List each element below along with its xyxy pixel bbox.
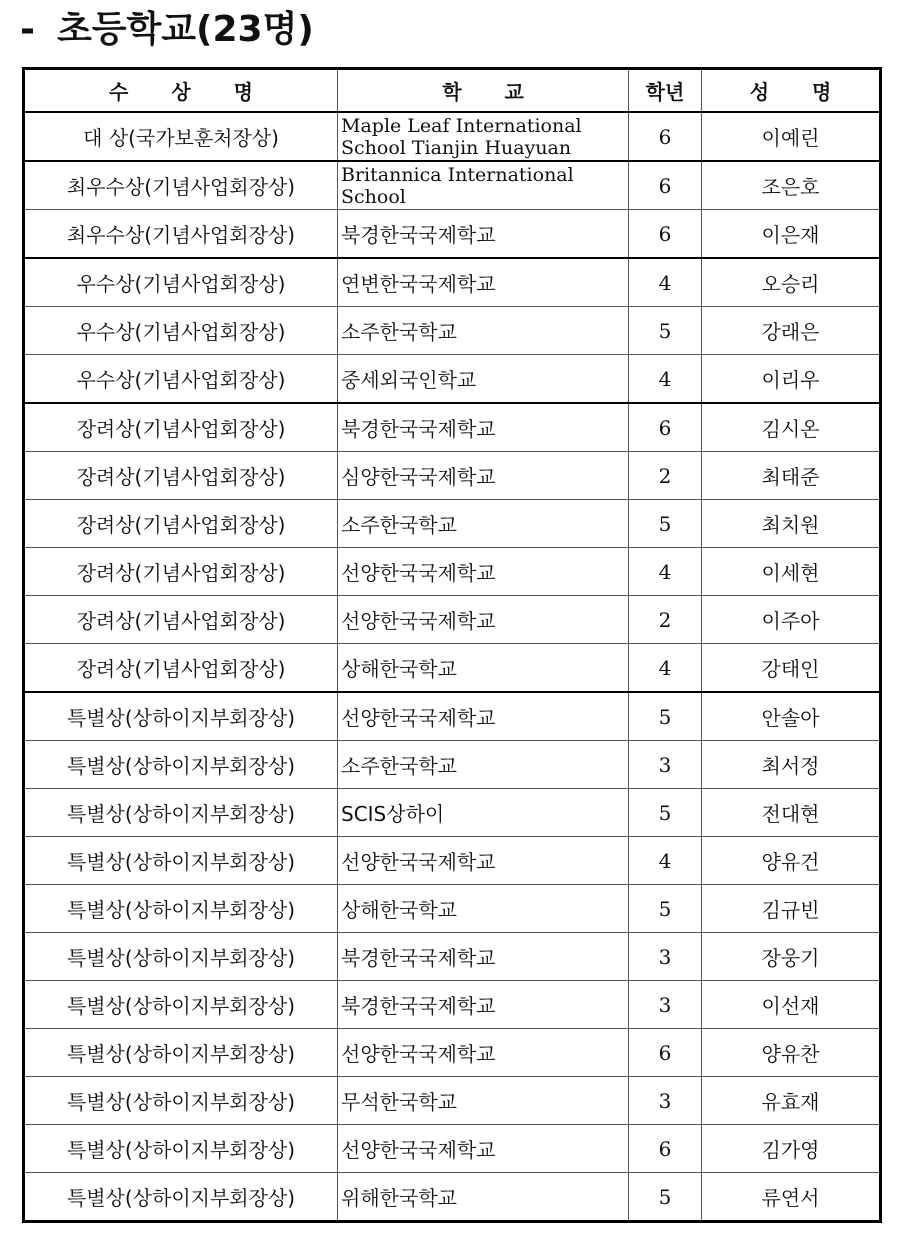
table-row	[24, 452, 881, 500]
table-row	[24, 161, 881, 210]
table-row	[24, 692, 881, 741]
school-cell: 심양한국국제학교	[338, 452, 629, 500]
name-cell: 이주아	[702, 596, 881, 644]
award-cell: 특별상(상하이지부회장상)	[24, 1173, 338, 1222]
award-cell: 특별상(상하이지부회장상)	[24, 837, 338, 885]
table-row	[24, 644, 881, 693]
award-cell: 최우수상(기념사업회장상)	[24, 210, 338, 259]
award-cell: 특별상(상하이지부회장상)	[24, 885, 338, 933]
award-cell: 특별상(상하이지부회장상)	[24, 1125, 338, 1173]
grade-cell: 3	[629, 1077, 702, 1125]
name-cell: 김규빈	[702, 885, 881, 933]
name-cell: 이선재	[702, 981, 881, 1029]
table-row	[24, 933, 881, 981]
name-cell: 이은재	[702, 210, 881, 259]
table-row	[24, 596, 881, 644]
table-row	[24, 741, 881, 789]
school-cell: 중세외국인학교	[338, 355, 629, 404]
grade-cell: 5	[629, 307, 702, 355]
school-cell: 북경한국국제학교	[338, 981, 629, 1029]
grade-cell: 2	[629, 596, 702, 644]
grade-cell: 4	[629, 258, 702, 307]
name-cell: 전대현	[702, 789, 881, 837]
table-row	[24, 1029, 881, 1077]
school-cell: 상해한국학교	[338, 644, 629, 693]
table-row	[24, 307, 881, 355]
school-cell: Maple Leaf International School Tianjin Huayuan	[338, 112, 629, 161]
award-cell: 우수상(기념사업회장상)	[24, 258, 338, 307]
award-cell: 특별상(상하이지부회장상)	[24, 933, 338, 981]
grade-cell: 4	[629, 548, 702, 596]
grade-cell: 5	[629, 789, 702, 837]
name-cell: 최서정	[702, 741, 881, 789]
header-row	[24, 69, 881, 113]
name-cell: 강태인	[702, 644, 881, 693]
grade-cell: 4	[629, 837, 702, 885]
award-cell: 특별상(상하이지부회장상)	[24, 1077, 338, 1125]
awards-table	[22, 67, 882, 1223]
grade-cell: 3	[629, 981, 702, 1029]
school-cell: 연변한국국제학교	[338, 258, 629, 307]
table-row	[24, 981, 881, 1029]
name-cell: 안솔아	[702, 692, 881, 741]
grade-cell: 6	[629, 1125, 702, 1173]
school-cell: 선양한국국제학교	[338, 1125, 629, 1173]
name-cell: 최태준	[702, 452, 881, 500]
grade-cell: 5	[629, 692, 702, 741]
grade-cell: 6	[629, 210, 702, 259]
grade-cell: 5	[629, 885, 702, 933]
header-name: 성 명	[702, 69, 881, 113]
table-row	[24, 837, 881, 885]
name-cell: 김가영	[702, 1125, 881, 1173]
name-cell: 양유찬	[702, 1029, 881, 1077]
award-cell: 장려상(기념사업회장상)	[24, 644, 338, 693]
school-cell: 북경한국국제학교	[338, 210, 629, 259]
page-title	[20, 4, 314, 56]
school-cell: SCIS상하이	[338, 789, 629, 837]
name-cell: 강래은	[702, 307, 881, 355]
award-cell: 장려상(기념사업회장상)	[24, 500, 338, 548]
school-cell: 선양한국국제학교	[338, 548, 629, 596]
header-grade: 학년	[629, 69, 702, 113]
name-cell: 오승리	[702, 258, 881, 307]
grade-cell: 6	[629, 112, 702, 161]
grade-cell: 2	[629, 452, 702, 500]
header-school: 학 교	[338, 69, 629, 113]
name-cell: 이예린	[702, 112, 881, 161]
grade-cell: 5	[629, 500, 702, 548]
school-cell: 선양한국국제학교	[338, 692, 629, 741]
table-row	[24, 210, 881, 259]
school-cell: 소주한국학교	[338, 741, 629, 789]
table-row	[24, 355, 881, 404]
award-cell: 우수상(기념사업회장상)	[24, 355, 338, 404]
school-cell: 선양한국국제학교	[338, 837, 629, 885]
name-cell: 유효재	[702, 1077, 881, 1125]
school-cell: 위해한국학교	[338, 1173, 629, 1222]
school-cell: 상해한국학교	[338, 885, 629, 933]
grade-cell: 5	[629, 1173, 702, 1222]
school-cell: 무석한국학교	[338, 1077, 629, 1125]
name-cell: 양유건	[702, 837, 881, 885]
table-row	[24, 548, 881, 596]
school-cell: 소주한국학교	[338, 500, 629, 548]
award-cell: 장려상(기념사업회장상)	[24, 452, 338, 500]
table-row	[24, 885, 881, 933]
award-cell: 특별상(상하이지부회장상)	[24, 981, 338, 1029]
award-cell: 우수상(기념사업회장상)	[24, 307, 338, 355]
grade-cell: 6	[629, 403, 702, 452]
grade-cell: 3	[629, 933, 702, 981]
title-dash: -	[20, 9, 35, 50]
award-cell: 최우수상(기념사업회장상)	[24, 161, 338, 210]
table-row	[24, 403, 881, 452]
name-cell: 조은호	[702, 161, 881, 210]
award-cell: 장려상(기념사업회장상)	[24, 548, 338, 596]
school-cell: 북경한국국제학교	[338, 933, 629, 981]
grade-cell: 6	[629, 161, 702, 210]
table-row	[24, 789, 881, 837]
school-cell: 북경한국국제학교	[338, 403, 629, 452]
name-cell: 류연서	[702, 1173, 881, 1222]
grade-cell: 6	[629, 1029, 702, 1077]
grade-cell: 4	[629, 355, 702, 404]
school-cell: 선양한국국제학교	[338, 1029, 629, 1077]
table-row	[24, 500, 881, 548]
table-row	[24, 112, 881, 161]
award-cell: 특별상(상하이지부회장상)	[24, 741, 338, 789]
name-cell: 최치원	[702, 500, 881, 548]
table-row	[24, 258, 881, 307]
school-cell: Britannica International School	[338, 161, 629, 210]
grade-cell: 4	[629, 644, 702, 693]
title-text: 초등학교(23명)	[56, 9, 314, 50]
name-cell: 이세현	[702, 548, 881, 596]
table-row	[24, 1077, 881, 1125]
name-cell: 장웅기	[702, 933, 881, 981]
award-cell: 특별상(상하이지부회장상)	[24, 1029, 338, 1077]
award-cell: 특별상(상하이지부회장상)	[24, 789, 338, 837]
school-cell: 선양한국국제학교	[338, 596, 629, 644]
header-award: 수 상 명	[24, 69, 338, 113]
award-cell: 대 상(국가보훈처장상)	[24, 112, 338, 161]
name-cell: 이리우	[702, 355, 881, 404]
name-cell: 김시온	[702, 403, 881, 452]
award-cell: 장려상(기념사업회장상)	[24, 596, 338, 644]
table-row	[24, 1173, 881, 1222]
table-row	[24, 1125, 881, 1173]
grade-cell: 3	[629, 741, 702, 789]
award-cell: 장려상(기념사업회장상)	[24, 403, 338, 452]
award-cell: 특별상(상하이지부회장상)	[24, 692, 338, 741]
school-cell: 소주한국학교	[338, 307, 629, 355]
